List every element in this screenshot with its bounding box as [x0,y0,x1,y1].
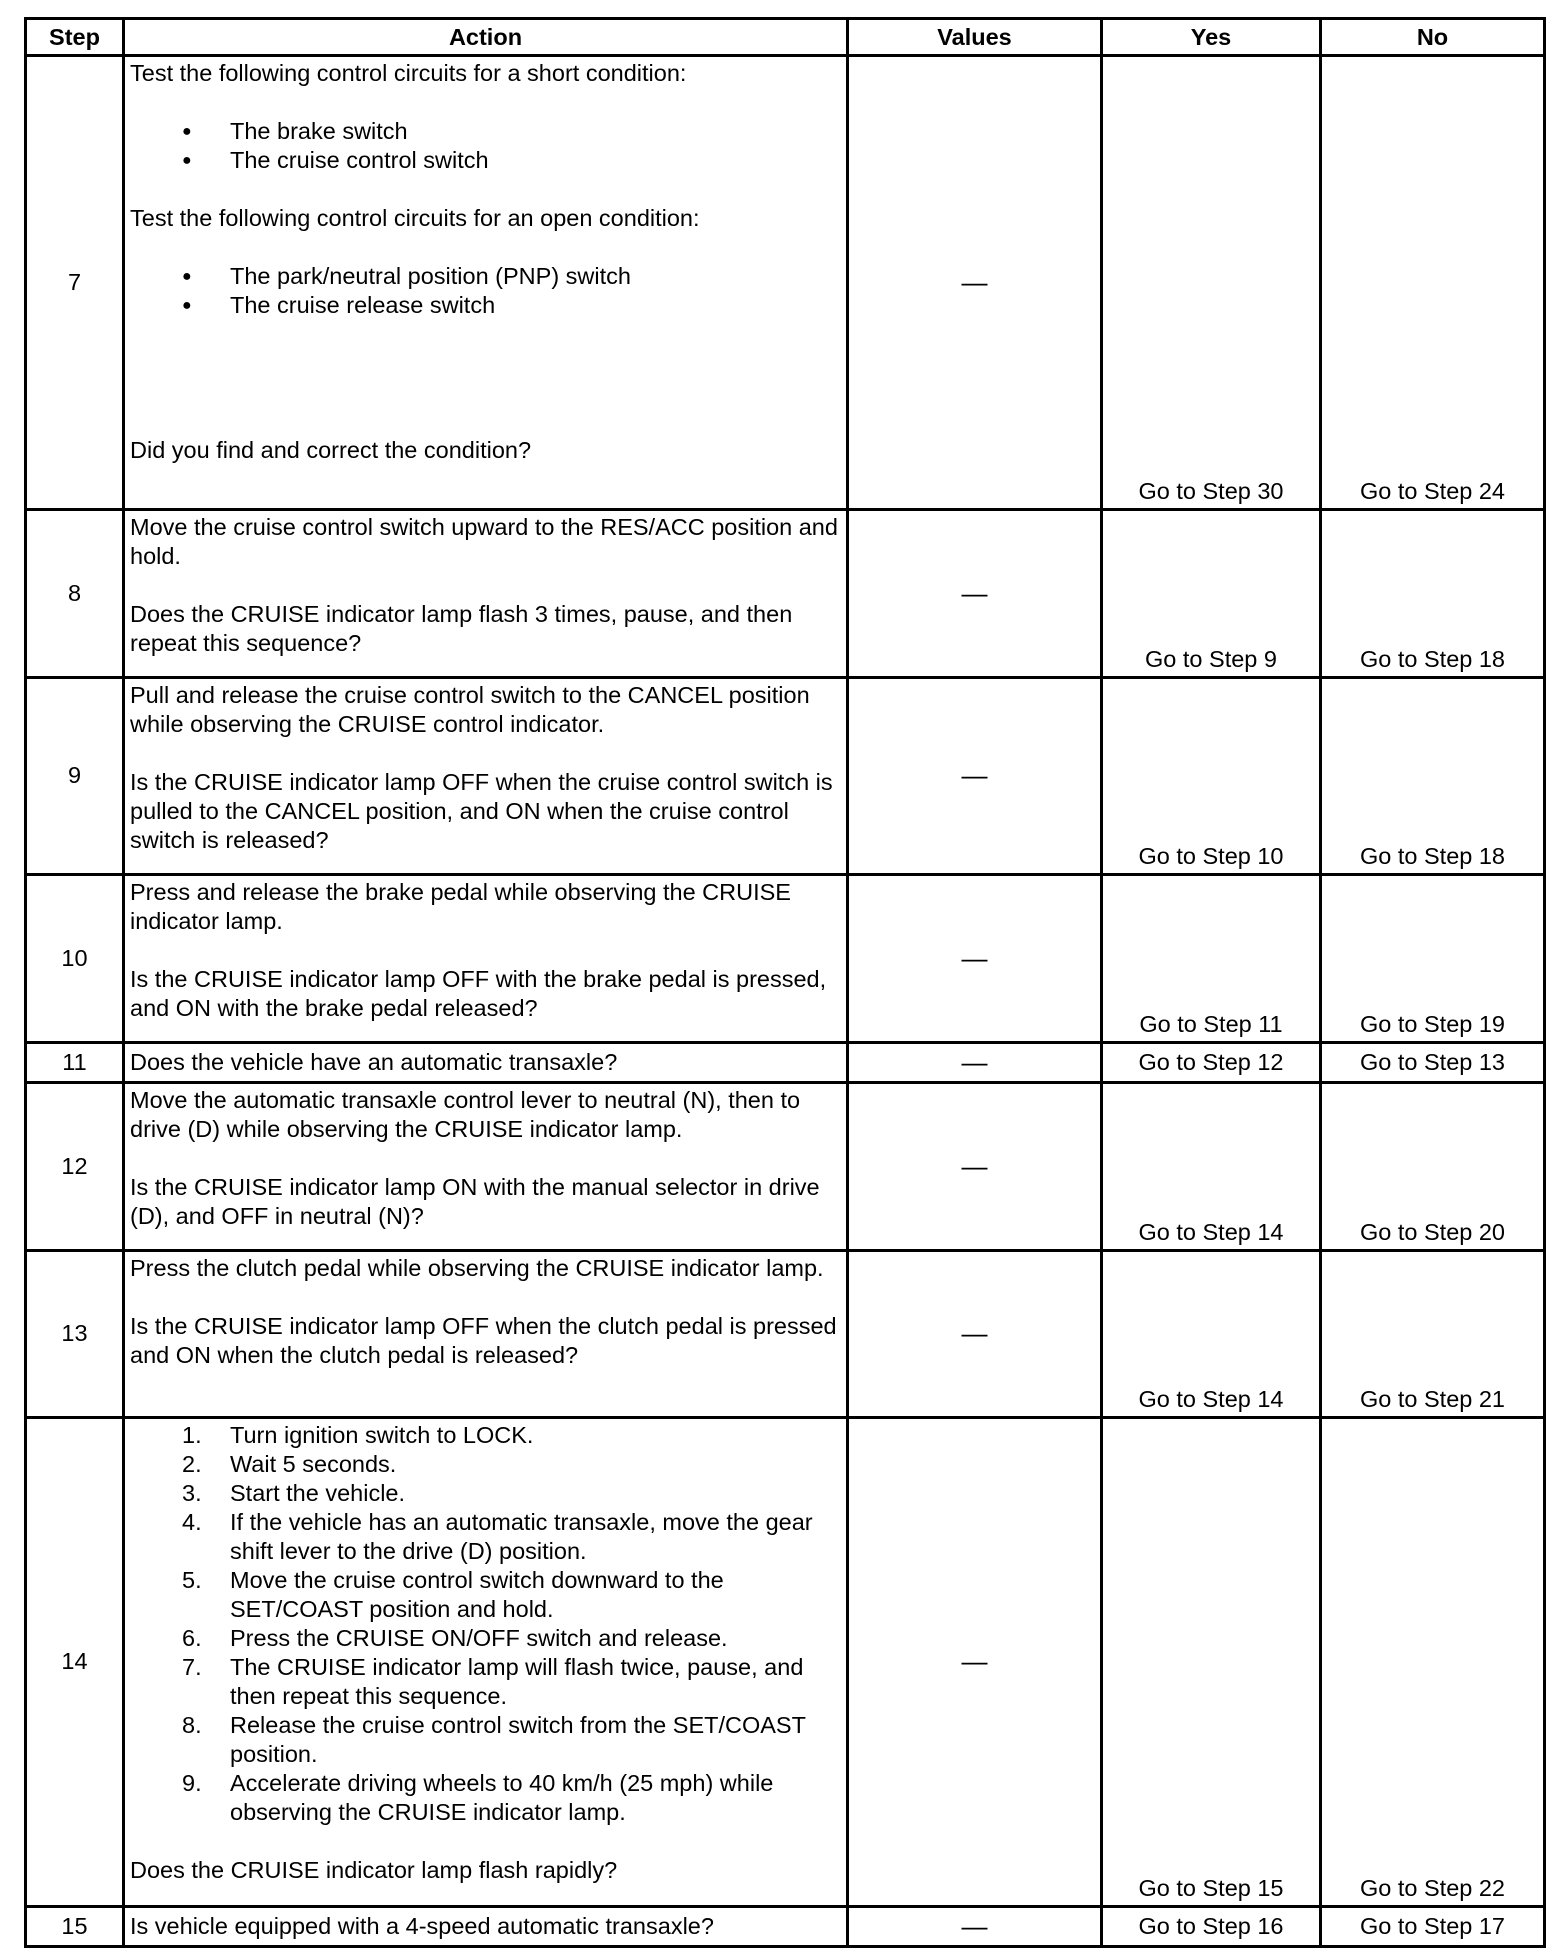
table-row-step-9 [26,677,1545,875]
no-cell: Go to Step 13 [1321,1042,1545,1082]
header-action: Action [124,19,848,56]
no-cell: Go to Step 18 [1321,677,1545,875]
values-cell: — [848,1906,1102,1946]
step-number: 7 [26,56,124,510]
values-cell: — [848,510,1102,678]
values-cell: — [848,1042,1102,1082]
no-cell: Go to Step 21 [1321,1250,1545,1418]
list-item: ● The park/neutral position (PNP) switch [130,262,841,291]
no-cell: Go to Step 20 [1321,1083,1545,1251]
header-values: Values [848,19,1102,56]
yes-cell: Go to Step 15 [1102,1418,1321,1906]
header-row [26,19,1545,56]
list-item: 1. Turn ignition switch to LOCK. [182,1422,534,1449]
action-cell [124,1042,848,1082]
table-row-step-13 [26,1250,1545,1418]
table-row-step-10 [26,875,1545,1043]
action-cell [124,1418,848,1906]
values-cell: — [848,56,1102,510]
table-row-step-11 [26,1042,1545,1082]
table-row-step-7 [26,56,1545,510]
list-item: 4. If the vehicle has an automatic transaxle, move the gear shift lever to the drive (D) position. [182,1509,813,1565]
header-yes: Yes [1102,19,1321,56]
list-item: ● The cruise release switch [130,291,841,320]
step-number: 14 [26,1418,124,1906]
bullet-list [130,262,841,320]
bullet-list [130,117,841,175]
action-instruction: Move the automatic transaxle control lever to neutral (N), then to drive (D) while observing the CRUISE indicator lamp. [130,1087,801,1143]
step-number: 15 [26,1906,124,1946]
table-row-step-12 [26,1083,1545,1251]
action-question: Is the CRUISE indicator lamp OFF when the cruise control switch is pulled to the CANCEL position, and ON when the cruise control switch is released? [130,768,833,853]
action-cell [124,56,848,510]
action-cell [124,677,848,875]
no-cell: Go to Step 18 [1321,510,1545,678]
no-cell: Go to Step 24 [1321,56,1545,510]
values-cell: — [848,1250,1102,1418]
list-item: 5. Move the cruise control switch downward to the SET/COAST position and hold. [182,1567,724,1623]
values-cell: — [848,1083,1102,1251]
list-item: ● The cruise control switch [130,146,841,175]
list-item: 6. Press the CRUISE ON/OFF switch and release. [182,1625,728,1652]
action-question: Does the CRUISE indicator lamp flash rapidly? [130,1857,618,1884]
action-cell [124,1250,848,1418]
no-cell: Go to Step 17 [1321,1906,1545,1946]
table-row-step-14 [26,1418,1545,1906]
action-instruction: Move the cruise control switch upward to the RES/ACC position and hold. [130,514,838,570]
step-number: 12 [26,1083,124,1251]
action-intro: Test the following control circuits for an open condition: [130,205,700,231]
values-cell: — [848,1418,1102,1906]
values-cell: — [848,677,1102,875]
step-number: 9 [26,677,124,875]
step-number: 11 [26,1042,124,1082]
step-number: 13 [26,1250,124,1418]
numbered-list [130,1421,841,1827]
header-step: Step [26,19,124,56]
list-item: ● The brake switch [130,117,841,146]
no-cell: Go to Step 22 [1321,1418,1545,1906]
list-item: 8. Release the cruise control switch from the SET/COAST position. [182,1712,806,1768]
no-cell: Go to Step 19 [1321,875,1545,1043]
step-number: 10 [26,875,124,1043]
yes-cell: Go to Step 16 [1102,1906,1321,1946]
list-item: 9. Accelerate driving wheels to 40 km/h (25 mph) while observing the CRUISE indicator lamp. [182,1770,774,1826]
yes-cell: Go to Step 10 [1102,677,1321,875]
action-question: Is vehicle equipped with a 4-speed automatic transaxle? [130,1912,714,1939]
action-question: Did you find and correct the condition? [130,437,532,463]
action-question: Is the CRUISE indicator lamp OFF when the clutch pedal is pressed and ON when the clutch pedal is released? [130,1312,837,1368]
action-cell [124,510,848,678]
table-row-step-15 [26,1906,1545,1946]
yes-cell: Go to Step 30 [1102,56,1321,510]
action-instruction: Press and release the brake pedal while observing the CRUISE indicator lamp. [130,879,791,935]
action-instruction: Press the clutch pedal while observing the CRUISE indicator lamp. [130,1254,824,1281]
action-cell [124,875,848,1043]
action-cell [124,1083,848,1251]
yes-cell: Go to Step 14 [1102,1083,1321,1251]
action-question: Is the CRUISE indicator lamp ON with the manual selector in drive (D), and OFF in neutral (N)? [130,1174,820,1230]
action-question: Is the CRUISE indicator lamp OFF with the brake pedal is pressed, and ON with the brake pedal released? [130,966,827,1022]
action-question: Does the CRUISE indicator lamp flash 3 times, pause, and then repeat this sequence? [130,601,793,657]
step-number: 8 [26,510,124,678]
header-no: No [1321,19,1545,56]
yes-cell: Go to Step 12 [1102,1042,1321,1082]
table-row-step-8 [26,510,1545,678]
diagnostic-table [24,17,1546,1948]
action-instruction: Pull and release the cruise control switch to the CANCEL position while observing the CRUISE control indicator. [130,681,810,737]
list-item: 3. Start the vehicle. [182,1480,406,1507]
action-intro: Test the following control circuits for a short condition: [130,60,687,86]
action-cell [124,1906,848,1946]
yes-cell: Go to Step 9 [1102,510,1321,678]
list-item: 2. Wait 5 seconds. [182,1451,397,1478]
values-cell: — [848,875,1102,1043]
action-question: Does the vehicle have an automatic transaxle? [130,1049,618,1076]
yes-cell: Go to Step 11 [1102,875,1321,1043]
yes-cell: Go to Step 14 [1102,1250,1321,1418]
list-item: 7. The CRUISE indicator lamp will flash twice, pause, and then repeat this sequence. [182,1654,804,1710]
